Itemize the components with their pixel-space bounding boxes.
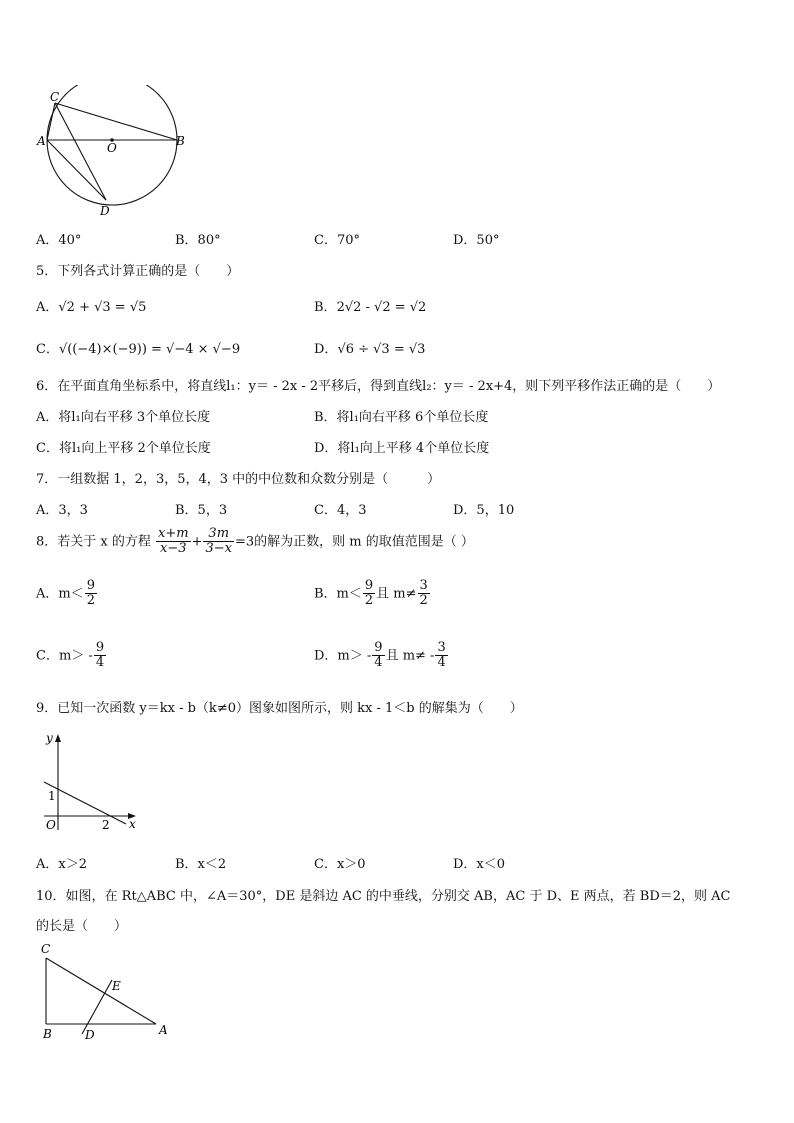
label-d: D: [100, 204, 110, 218]
label-a: A: [159, 1023, 168, 1037]
chord-cb: [55, 103, 177, 140]
y-axis-arrow: [55, 734, 61, 742]
q5-d-label: D．: [314, 342, 338, 357]
q5-option-c: [36, 338, 240, 357]
q5-stem: 5．下列各式计算正确的是（ ）: [36, 264, 240, 279]
q4-option-c: C．70°: [314, 233, 360, 248]
label-o: O: [107, 141, 117, 155]
q5-option-d: [314, 338, 425, 357]
q8-option-c: [36, 641, 107, 671]
q8-d-num2: 3: [437, 640, 446, 655]
q5-a-expr: √2 + √3 = √5: [58, 300, 147, 315]
q5-c-expr: √((−4)×(−9)) = √−4 × √−9: [58, 342, 241, 357]
label-c: C: [50, 90, 60, 104]
q8-a-frac: [85, 579, 97, 609]
q9-option-a: A．x＞2: [36, 857, 87, 872]
q8-b-den2: 2: [419, 593, 428, 609]
q8-stem-pre: 8．若关于 x 的方程: [36, 534, 151, 550]
q8-a-den: 2: [86, 593, 95, 609]
q8-b-frac: [363, 579, 375, 609]
q6-option-d: D．将l₁向上平移 4个单位长度: [314, 441, 490, 456]
circle-figure: [30, 85, 200, 220]
q8-option-a: [36, 579, 98, 609]
q5-b-expr: 2√2 - √2 = √2: [336, 300, 427, 315]
q9-option-d: D．x＜0: [453, 857, 506, 872]
q8-fraction-1: [156, 527, 191, 557]
q7-option-c: C．4，3: [314, 503, 367, 518]
q8-a-pre: A．m＜: [36, 586, 84, 602]
q8-b-pre: B．m＜: [314, 586, 362, 602]
q4-option-b: B．80°: [175, 233, 221, 248]
q5-d-expr: √6 ÷ √3 = √3: [337, 342, 426, 357]
label-e: E: [112, 979, 121, 993]
q8-a-num: 9: [86, 578, 95, 593]
label-x: x: [129, 817, 136, 831]
side-ca: [46, 958, 156, 1024]
q8-b-den: 2: [364, 593, 374, 609]
q6-option-c: C．将l₁向上平移 2个单位长度: [36, 441, 211, 456]
q10-stem-line1: 10．如图，在 Rt△ABC 中，∠A＝30°，DE 是斜边 AC 的中垂线，分别交 AB，AC 于 D、E 两点，若 BD＝2，则 AC: [36, 889, 731, 904]
function-line: [44, 782, 126, 824]
q4-option-a: A．40°: [36, 233, 82, 248]
q8-frac1-num: x+m: [158, 526, 189, 541]
label-c: C: [41, 942, 51, 956]
label-y: y: [46, 731, 53, 745]
q8-frac2-num: 3m: [203, 527, 234, 542]
q8-c-den: 4: [95, 655, 105, 671]
q8-plus: +: [191, 534, 203, 550]
q8-option-d: [314, 641, 449, 671]
q7-option-a: A．3，3: [36, 503, 88, 518]
q6-option-b: B．将l₁向右平移 6个单位长度: [314, 410, 489, 425]
q7-stem: 7．一组数据 1，2，3，5，4，3 中的中位数和众数分别是（ ）: [36, 472, 441, 487]
chord-ad: [47, 140, 106, 200]
q6-stem: 6．在平面直角坐标系中，将直线l₁：y＝ - 2x - 2平移后，得到直线l₂：y＝ - 2x+4，则下列平移作法正确的是（ ）: [36, 379, 721, 394]
q8-d-den: 4: [374, 655, 383, 671]
chord-cd: [55, 103, 106, 200]
q8-c-pre: C．m＞ -: [36, 648, 93, 664]
q9-option-b: B．x＜2: [175, 857, 227, 872]
q5-a-label: A．: [36, 300, 59, 315]
q8-b-num2: 3: [419, 578, 428, 593]
label-origin: O: [46, 818, 56, 832]
label-two: 2: [102, 818, 110, 832]
label-a: A: [37, 134, 46, 148]
q7-option-b: B．5，3: [175, 503, 228, 518]
q7-option-d: D．5，10: [453, 503, 515, 518]
q8-d-pre: D．m＞ -: [314, 648, 372, 664]
q5-option-b: [314, 296, 426, 315]
q5-b-label: B．: [314, 300, 337, 315]
label-b: B: [43, 1027, 52, 1041]
q9-graph-figure: [36, 730, 146, 835]
q9-option-c: C．x＞0: [314, 857, 366, 872]
q5-c-label: C．: [36, 342, 59, 357]
q8-b-frac2: [418, 579, 430, 609]
q8-d-frac2: [435, 641, 447, 671]
q8-d-num: 9: [374, 640, 383, 655]
q8-frac2-den: 3−x: [205, 541, 232, 557]
q8-option-b: [314, 579, 431, 609]
q8-b-num: 9: [364, 578, 374, 593]
label-one: 1: [48, 789, 56, 803]
q8-fraction-2: [203, 527, 234, 557]
q8-d-den2: 4: [437, 655, 446, 671]
q6-option-a: A．将l₁向右平移 3个单位长度: [36, 410, 211, 425]
q8-d-mid: 且 m≠ -: [385, 648, 435, 664]
q10-stem-line2: 的长是（ ）: [36, 919, 128, 934]
q8-stem-post: =3的解为正数，则 m 的取值范围是（ ）: [234, 534, 474, 550]
q5-option-a: [36, 296, 146, 315]
label-d: D: [85, 1028, 95, 1042]
q9-stem: 9．已知一次函数 y＝kx - b（k≠0）图象如图所示，则 kx - 1＜b 的解集为（ ）: [36, 701, 523, 716]
q8-frac1-den: x−3: [160, 541, 187, 557]
label-b: B: [176, 134, 185, 148]
q10-triangle-figure: [36, 940, 176, 1045]
q8-b-mid: 且 m≠: [376, 586, 417, 602]
chord-ca: [47, 103, 55, 140]
q8-c-frac: [94, 641, 106, 671]
q4-option-d: D．50°: [453, 233, 500, 248]
q8-stem: [36, 527, 474, 557]
q8-c-num: 9: [95, 640, 105, 655]
q8-d-frac: [372, 641, 384, 671]
